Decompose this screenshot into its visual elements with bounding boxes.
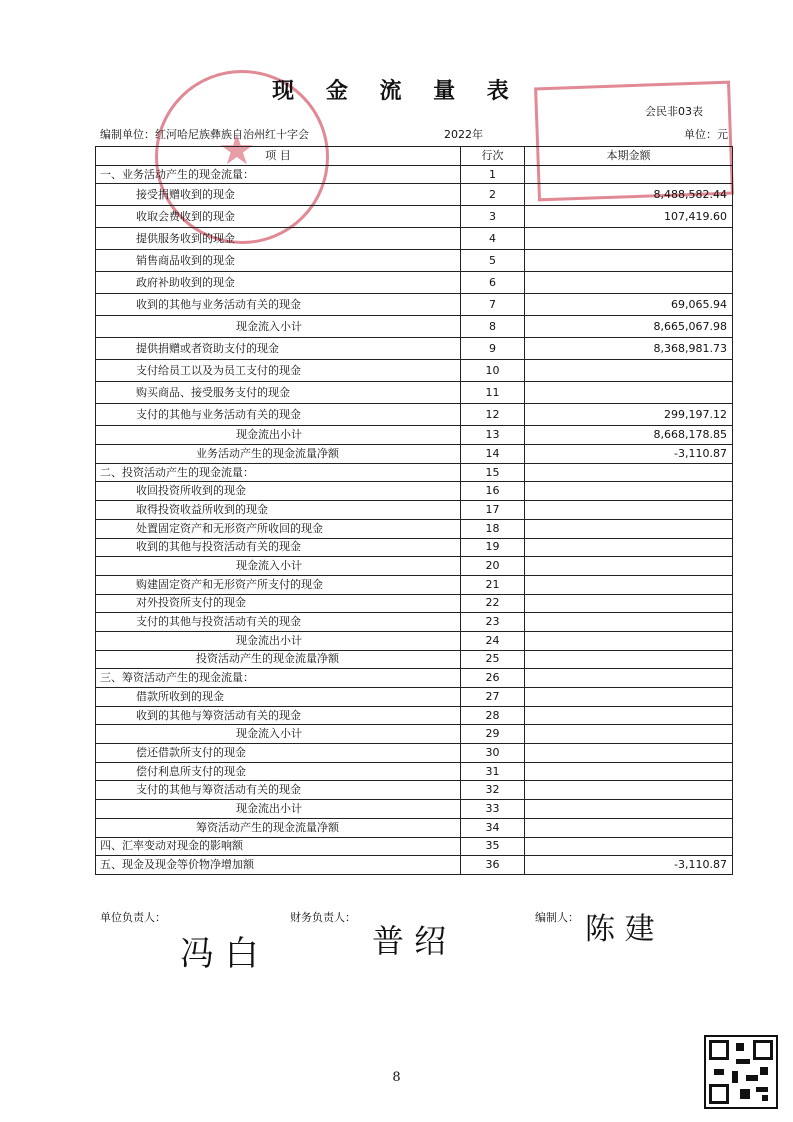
table-row xyxy=(96,781,733,800)
row-line-number: 14 xyxy=(461,445,525,464)
table-row xyxy=(96,338,733,360)
row-amount xyxy=(525,762,733,781)
row-item: 销售商品收到的现金 xyxy=(96,250,461,272)
table-row xyxy=(96,762,733,781)
row-item: 现金流入小计 xyxy=(96,316,461,338)
table-row xyxy=(96,294,733,316)
row-item: 现金流出小计 xyxy=(96,800,461,819)
table-row xyxy=(96,463,733,482)
finance-head-label: 财务负责人： xyxy=(290,911,356,924)
row-item: 现金流入小计 xyxy=(96,557,461,576)
row-line-number: 33 xyxy=(461,800,525,819)
row-item: 投资活动产生的现金流量净额 xyxy=(96,650,461,669)
row-amount xyxy=(525,575,733,594)
table-row xyxy=(96,228,733,250)
table-row xyxy=(96,631,733,650)
row-line-number: 13 xyxy=(461,426,525,445)
table-row xyxy=(96,669,733,688)
row-line-number: 30 xyxy=(461,744,525,763)
table-row xyxy=(96,744,733,763)
row-line-number: 16 xyxy=(461,482,525,501)
preparer-label: 编制人： xyxy=(535,911,579,924)
row-line-number: 32 xyxy=(461,781,525,800)
row-item: 支付的其他与筹资活动有关的现金 xyxy=(96,781,461,800)
seal-star-icon: ★ xyxy=(218,125,256,174)
row-amount xyxy=(525,250,733,272)
row-line-number: 4 xyxy=(461,228,525,250)
row-amount xyxy=(525,382,733,404)
row-line-number: 17 xyxy=(461,501,525,520)
row-line-number: 27 xyxy=(461,688,525,707)
row-item: 现金流出小计 xyxy=(96,631,461,650)
row-line-number: 18 xyxy=(461,519,525,538)
table-row xyxy=(96,594,733,613)
row-line-number: 11 xyxy=(461,382,525,404)
table-row xyxy=(96,404,733,426)
row-item: 收回投资所收到的现金 xyxy=(96,482,461,501)
row-item: 购买商品、接受服务支付的现金 xyxy=(96,382,461,404)
table-row xyxy=(96,800,733,819)
table-row xyxy=(96,426,733,445)
row-amount: 69,065.94 xyxy=(525,294,733,316)
row-item: 取得投资收益所收到的现金 xyxy=(96,501,461,520)
row-line-number: 20 xyxy=(461,557,525,576)
report-header xyxy=(100,126,728,142)
row-item: 收到的其他与筹资活动有关的现金 xyxy=(96,706,461,725)
table-row xyxy=(96,557,733,576)
table-row xyxy=(96,856,733,875)
row-item: 支付的其他与业务活动有关的现金 xyxy=(96,404,461,426)
row-amount xyxy=(525,228,733,250)
table-row xyxy=(96,501,733,520)
form-code: 会民非03表 xyxy=(645,105,703,118)
row-item: 偿还借款所支付的现金 xyxy=(96,744,461,763)
unit-head-label: 单位负责人： xyxy=(100,911,166,924)
row-line-number: 21 xyxy=(461,575,525,594)
row-amount: 8,665,067.98 xyxy=(525,316,733,338)
table-row xyxy=(96,382,733,404)
row-amount xyxy=(525,360,733,382)
row-amount xyxy=(525,613,733,632)
row-amount xyxy=(525,650,733,669)
row-line-number: 1 xyxy=(461,165,525,184)
row-line-number: 29 xyxy=(461,725,525,744)
row-amount xyxy=(525,781,733,800)
row-item: 购建固定资产和无形资产所支付的现金 xyxy=(96,575,461,594)
row-item: 支付给员工以及为员工支付的现金 xyxy=(96,360,461,382)
row-item: 提供捐赠或者资助支付的现金 xyxy=(96,338,461,360)
currency-unit: 单位：元 xyxy=(684,128,728,141)
row-item: 三、筹资活动产生的现金流量： xyxy=(96,669,461,688)
row-amount: 8,668,178.85 xyxy=(525,426,733,445)
row-line-number: 31 xyxy=(461,762,525,781)
row-amount: 107,419.60 xyxy=(525,206,733,228)
preparing-unit: 编制单位：红河哈尼族彝族自治州红十字会 xyxy=(100,128,309,141)
table-row xyxy=(96,206,733,228)
row-amount: 8,368,981.73 xyxy=(525,338,733,360)
table-header-row xyxy=(96,147,733,166)
row-amount xyxy=(525,688,733,707)
row-item: 接受捐赠收到的现金 xyxy=(96,184,461,206)
row-amount: -3,110.87 xyxy=(525,445,733,464)
page-title: 现 金 流 量 表 xyxy=(272,79,521,104)
row-amount xyxy=(525,837,733,856)
row-item: 业务活动产生的现金流量净额 xyxy=(96,445,461,464)
row-amount xyxy=(525,800,733,819)
row-line-number: 10 xyxy=(461,360,525,382)
table-row xyxy=(96,250,733,272)
report-year: 2022年 xyxy=(444,128,483,141)
table-row xyxy=(96,519,733,538)
row-amount xyxy=(525,631,733,650)
row-amount: -3,110.87 xyxy=(525,856,733,875)
row-line-number: 2 xyxy=(461,184,525,206)
table-row xyxy=(96,184,733,206)
row-item: 收取会费收到的现金 xyxy=(96,206,461,228)
row-amount xyxy=(525,669,733,688)
row-amount xyxy=(525,594,733,613)
row-item: 五、现金及现金等价物净增加额 xyxy=(96,856,461,875)
row-amount xyxy=(525,272,733,294)
row-item: 对外投资所支付的现金 xyxy=(96,594,461,613)
row-line-number: 24 xyxy=(461,631,525,650)
table-row xyxy=(96,316,733,338)
unit-head-signature: 冯 白 xyxy=(180,934,259,974)
qr-code-icon xyxy=(704,1035,778,1109)
row-item: 收到的其他与投资活动有关的现金 xyxy=(96,538,461,557)
table-row xyxy=(96,706,733,725)
row-amount xyxy=(525,706,733,725)
row-amount xyxy=(525,463,733,482)
row-line-number: 34 xyxy=(461,818,525,837)
row-amount xyxy=(525,501,733,520)
row-amount xyxy=(525,557,733,576)
row-line-number: 26 xyxy=(461,669,525,688)
row-amount: 8,488,582.44 xyxy=(525,184,733,206)
table-row xyxy=(96,650,733,669)
finance-head-signature: 普 绍 xyxy=(372,922,447,960)
table-row xyxy=(96,688,733,707)
table-row xyxy=(96,482,733,501)
row-item: 处置固定资产和无形资产所收回的现金 xyxy=(96,519,461,538)
row-amount xyxy=(525,538,733,557)
row-line-number: 7 xyxy=(461,294,525,316)
table-row xyxy=(96,837,733,856)
table-row xyxy=(96,165,733,184)
preparer-signature: 陈 建 xyxy=(585,912,655,947)
row-item: 筹资活动产生的现金流量净额 xyxy=(96,818,461,837)
row-item: 四、汇率变动对现金的影响额 xyxy=(96,837,461,856)
row-line-number: 9 xyxy=(461,338,525,360)
col-header-amount: 本期金额 xyxy=(525,147,733,166)
row-item: 提供服务收到的现金 xyxy=(96,228,461,250)
row-item: 一、业务活动产生的现金流量： xyxy=(96,165,461,184)
row-amount: 299,197.12 xyxy=(525,404,733,426)
table-row xyxy=(96,360,733,382)
row-item: 支付的其他与投资活动有关的现金 xyxy=(96,613,461,632)
row-item: 二、投资活动产生的现金流量： xyxy=(96,463,461,482)
table-row xyxy=(96,818,733,837)
row-item: 现金流入小计 xyxy=(96,725,461,744)
table-row xyxy=(96,575,733,594)
table-row xyxy=(96,725,733,744)
row-item: 偿付利息所支付的现金 xyxy=(96,762,461,781)
row-amount xyxy=(525,725,733,744)
row-amount xyxy=(525,165,733,184)
row-line-number: 23 xyxy=(461,613,525,632)
row-line-number: 3 xyxy=(461,206,525,228)
col-header-item: 项 目 xyxy=(96,147,461,166)
row-line-number: 6 xyxy=(461,272,525,294)
row-amount xyxy=(525,744,733,763)
row-line-number: 22 xyxy=(461,594,525,613)
row-item: 借款所收到的现金 xyxy=(96,688,461,707)
row-line-number: 8 xyxy=(461,316,525,338)
page-number: 8 xyxy=(392,1070,401,1085)
row-amount xyxy=(525,818,733,837)
row-item: 现金流出小计 xyxy=(96,426,461,445)
table-row xyxy=(96,272,733,294)
col-header-line: 行次 xyxy=(461,147,525,166)
row-amount xyxy=(525,519,733,538)
row-item: 政府补助收到的现金 xyxy=(96,272,461,294)
row-amount xyxy=(525,482,733,501)
row-line-number: 36 xyxy=(461,856,525,875)
row-line-number: 28 xyxy=(461,706,525,725)
row-line-number: 35 xyxy=(461,837,525,856)
row-line-number: 25 xyxy=(461,650,525,669)
cash-flow-table xyxy=(95,146,733,875)
row-line-number: 12 xyxy=(461,404,525,426)
row-item: 收到的其他与业务活动有关的现金 xyxy=(96,294,461,316)
table-row xyxy=(96,445,733,464)
row-line-number: 19 xyxy=(461,538,525,557)
table-row xyxy=(96,613,733,632)
row-line-number: 15 xyxy=(461,463,525,482)
row-line-number: 5 xyxy=(461,250,525,272)
table-row xyxy=(96,538,733,557)
